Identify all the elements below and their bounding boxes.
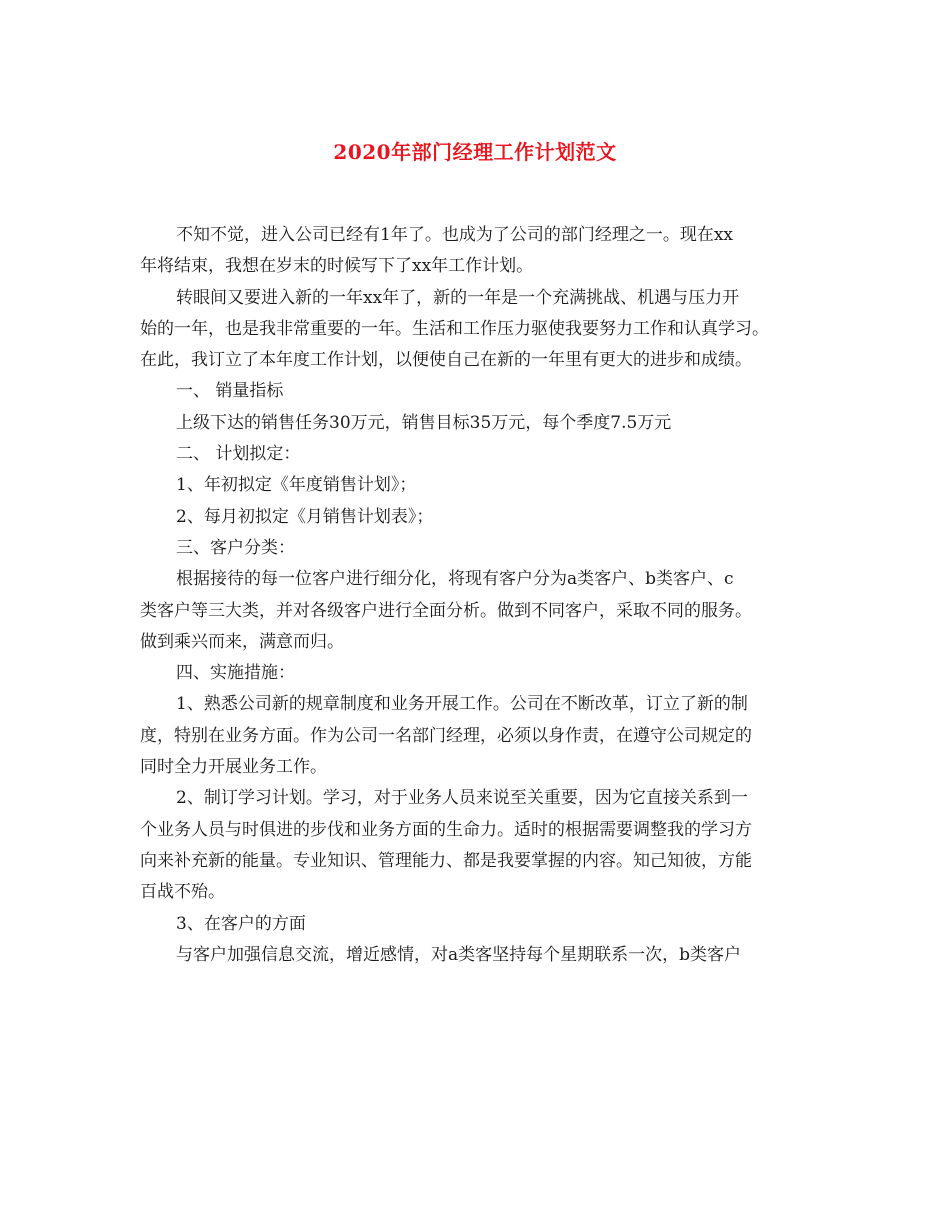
- document-line: 始的一年，也是我非常重要的一年。生活和工作压力驱使我要努力工作和认真学习。: [140, 318, 769, 339]
- document-line: 百战不殆。: [140, 882, 225, 903]
- document-line: 年将结束，我想在岁末的时候写下了xx年工作计划。: [140, 256, 534, 277]
- document-line: 度，特别在业务方面。作为公司一名部门经理，必须以身作责，在遵守公司规定的: [140, 725, 752, 746]
- document-line: 不知不觉，进入公司已经有1年了。也成为了公司的部门经理之一。现在xx: [176, 225, 733, 245]
- document-line: 向来补充新的能量。专业知识、管理能力、都是我要掌握的内容。知己知彼，方能: [140, 850, 752, 871]
- document-title: 2020年部门经理工作计划范文: [333, 140, 617, 164]
- document-line: 做到乘兴而来，满意而归。: [140, 631, 344, 652]
- document-line: 在此，我订立了本年度工作计划，以便使自己在新的一年里有更大的进步和成绩。: [140, 350, 752, 371]
- document-line: 2、制订学习计划。学习，对于业务人员来说至关重要，因为它直接关系到一: [176, 788, 748, 809]
- document-line: 根据接待的每一位客户进行细分化，将现有客户分为a类客户、b类客户、c: [176, 569, 734, 590]
- document-line: 1、年初拟定《年度销售计划》；: [176, 475, 417, 496]
- document-line: 1、熟悉公司新的规章制度和业务开展工作。公司在不断改革，订立了新的制: [176, 694, 748, 715]
- document-line: 个业务人员与时俱进的步伐和业务方面的生命力。适时的根据需要调整我的学习方: [140, 819, 752, 840]
- document-line: 与客户加强信息交流，增近感情，对a类客坚持每个星期联系一次，b类客户: [176, 944, 742, 965]
- document-body: [140, 220, 820, 971]
- document-line: 3、在客户的方面: [176, 913, 306, 934]
- document-line: 同时全力开展业务工作。: [140, 757, 327, 778]
- document-line: 三、客户分类：: [176, 537, 295, 558]
- document-line: 转眼间又要进入新的一年xx年了，新的一年是一个充满挑战、机遇与压力开: [176, 287, 740, 308]
- document-line: 四、实施措施：: [176, 663, 295, 684]
- document-line: 2、每月初拟定《月销售计划表》；: [176, 506, 434, 527]
- document-line: 类客户等三大类，并对各级客户进行全面分析。做到不同客户，采取不同的服务。: [140, 600, 752, 621]
- document-line: 上级下达的销售任务30万元，销售目标35万元，每个季度7.5万元: [176, 412, 672, 433]
- document-line: 一、 销量指标: [176, 381, 284, 402]
- document-line: 二、 计划拟定：: [176, 444, 301, 465]
